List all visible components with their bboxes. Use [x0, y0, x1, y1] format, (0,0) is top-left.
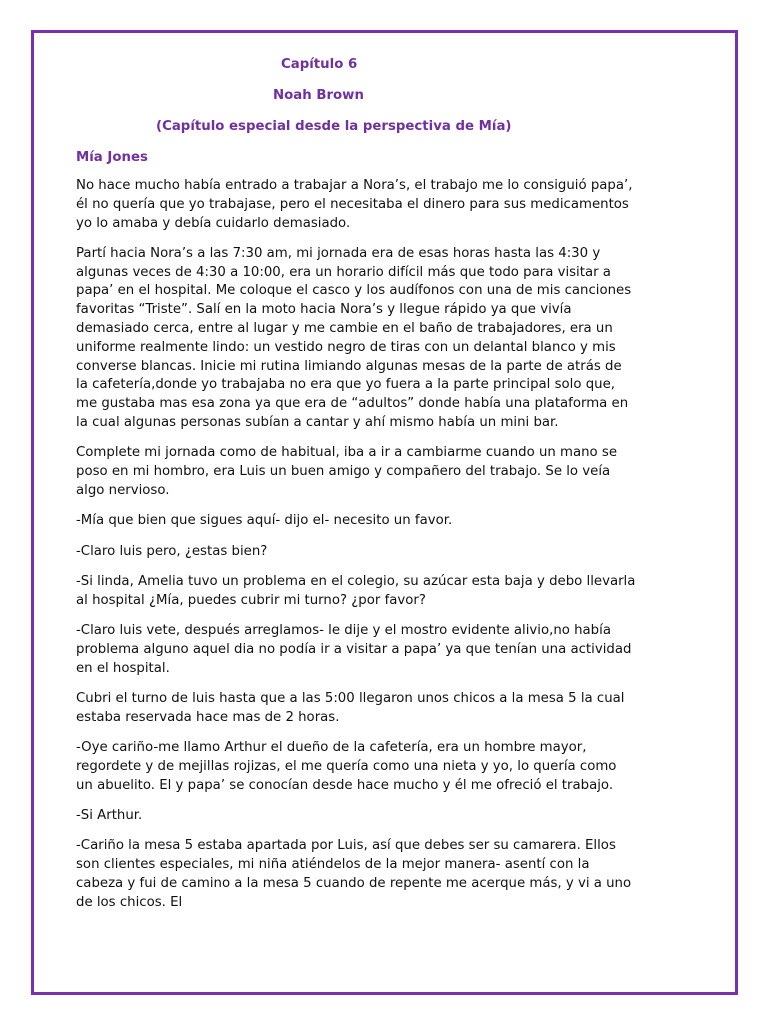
paragraph: No hace mucho había entrado a trabajar a Nora’s, el trabajo me lo consiguió papa’, él no quería que yo trabajase, pero el necesitaba el dinero para sus medicamentos yo lo amaba y debía cuidarlo demasiado.	[76, 178, 633, 231]
paragraph: Cubri el turno de luis hasta que a las 5:00 llegaron unos chicos a la mesa 5 la cual estaba reservada hace mas de 2 horas.	[76, 690, 625, 725]
chapter-title: Capítulo 6	[281, 57, 358, 72]
paragraph: -Si linda, Amelia tuvo un problema en el colegio, su azúcar esta baja y debo llevarla al hospital ¿Mía, puedes cubrir mi turno? ¿por favor?	[76, 573, 636, 608]
author-name: Noah Brown	[273, 88, 364, 103]
narrator-heading: Mía Jones	[76, 150, 148, 165]
paragraph: -Si Arthur.	[76, 807, 143, 823]
paragraph: -Claro luis vete, después arreglamos- le dije y el mostro evidente alivio,no había problema alguno aquel dia no podía ir a visitar a papa’ ya que tenían una actividad en el hospital.	[76, 622, 632, 676]
paragraph: Complete mi jornada como de habitual, iba a ir a cambiarme cuando un mano se poso en mi hombro, era Luis un buen amigo y compañero del trabajo. Se lo veía algo nervioso.	[76, 445, 618, 498]
paragraph: Partí hacia Nora’s a las 7:30 am, mi jornada era de esas horas hasta las 4:30 y algunas veces de 4:30 a 10:00, era un horario difícil más que todo para visitar a papa’ en el hospital. Me coloque el casco y los audífonos con una de mis canciones favoritas “Triste”. Salí en la moto hacia Nora’s y llegue rápido ya que vivía demasiado cerca, entre al lugar y me cambie en el baño de trabajadores, era un uniforme realmente lindo: un vestido negro de tiras con un delantal blanco y mis converse blancas. Inicie mi rutina limiando algunas mesas de la parte de atrás de la cafetería,donde yo trabajaba no era que yo fuera a la parte principal solo que, me gustaba mas esa zona ya que era de “adultos” donde había una plataforma en la cual algunas personas subían a cantar y ahí mismo había un mini bar.	[76, 245, 632, 431]
paragraph: -Cariño la mesa 5 estaba apartada por Luis, así que debes ser su camarera. Ellos son clientes especiales, mi niña atiéndelos de la mejor manera- asentí con la cabeza y fui de camino a la mesa 5 cuando de repente me acerque más, y vi a uno de los chicos. El	[76, 838, 632, 910]
paragraph: -Mía que bien que sigues aquí- dijo el- necesito un favor.	[76, 513, 453, 529]
document-body	[76, 56, 636, 924]
chapter-subtitle: (Capítulo especial desde la perspectiva de Mía)	[156, 119, 512, 134]
paragraph: -Claro luis pero, ¿estas bien?	[76, 543, 268, 559]
paragraph: -Oye cariño-me llamo Arthur el dueño de la cafetería, era un hombre mayor, regordete y de mejillas rojizas, el me quería como una nieta y yo, lo quería como un abuelito. El y papa’ se conocían desde hace mucho y él me ofreció el trabajo.	[76, 739, 617, 793]
